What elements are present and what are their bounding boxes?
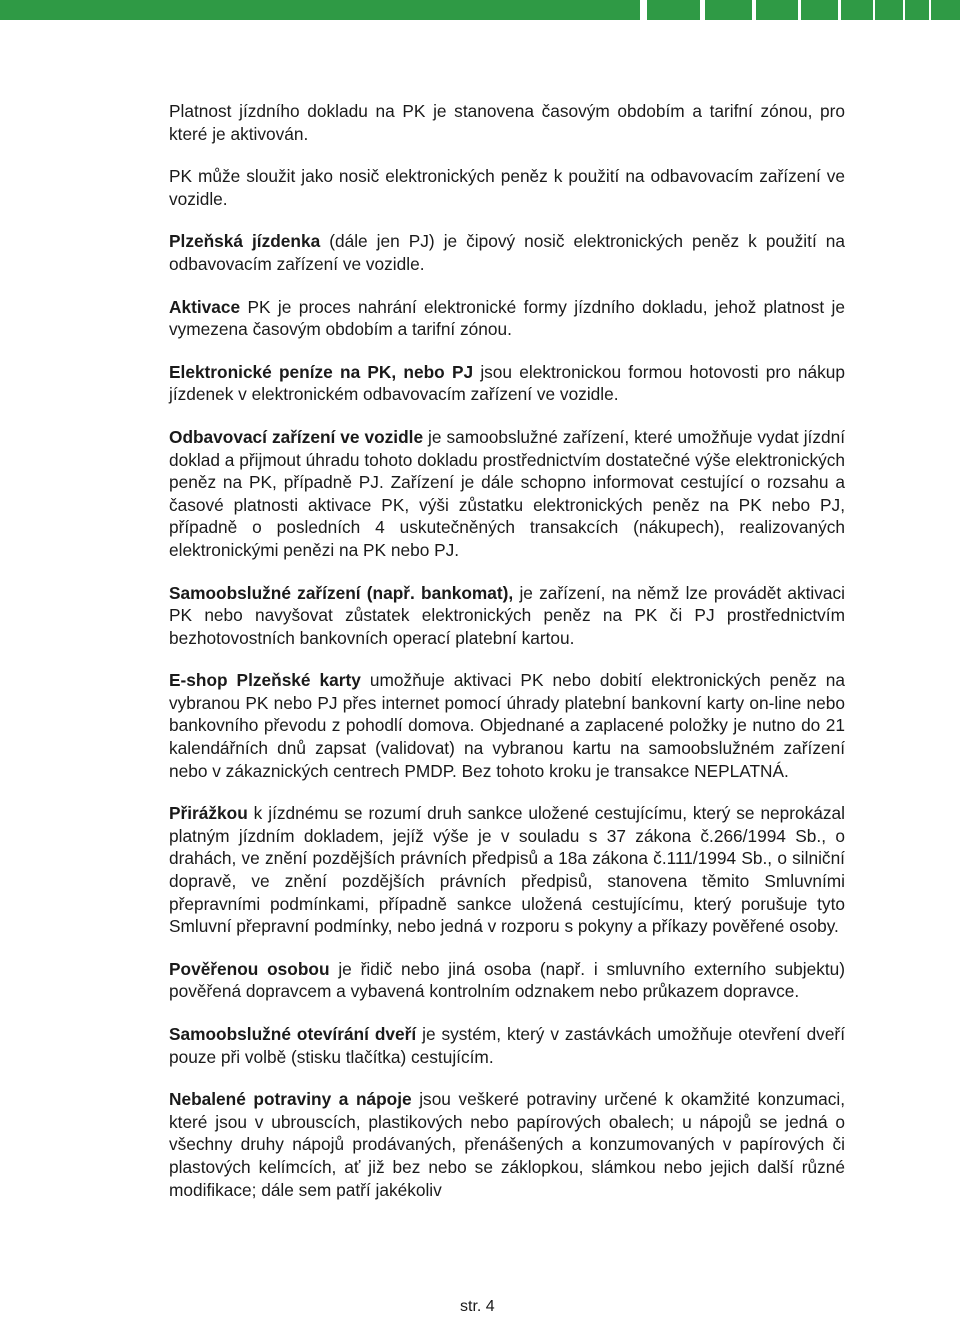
term: Elektronické peníze na PK, nebo PJ	[169, 361, 474, 382]
term: Pověřenou osobou	[169, 958, 330, 979]
header-decorative-bar	[0, 0, 960, 20]
paragraph	[169, 1023, 845, 1068]
paragraph-text: k jízdnému se rozumí druh sankce uložené cestujícímu, který se neprokázal platným jízdním dokladem, jejíž výše je v souladu s 37 zákona č.266/1994 Sb., o drahách, ve znění pozdějších právních předpisů a 18a zákona č.111/1994 Sb., o silniční dopravě, ve znění pozdějších právních předpisů, stanovena těmito Smluvními přepravními podmínkami, případně sankce uložená cestujícímu, který porušuje tyto Smluvní přepravní podmínky, nebo jedná v rozporu s pokyny a příkazy pověřené osoby.	[169, 803, 845, 937]
paragraph-text: PK je proces nahrání elektronické formy jízdního dokladu, jehož platnost je vymezena časovým obdobím a tarifní zónou.	[169, 296, 845, 340]
term: Nebalené potraviny a nápoje	[169, 1089, 412, 1110]
paragraph-text: je systém, který v zastávkách umožňuje otevření dveří pouze při volbě (stisku tlačítka) cestujícím.	[169, 1024, 845, 1067]
header-stripe	[640, 0, 647, 20]
page-number: str. 4	[460, 1298, 495, 1315]
term: Přirážkou	[169, 803, 248, 824]
paragraph-text: (dále jen PJ) je čipový nosič elektronických peněz k použití na odbavovacím zařízení ve vozidle.	[169, 231, 845, 274]
term: Samoobslužné zařízení (např. bankomat),	[169, 582, 514, 603]
header-stripe	[752, 0, 756, 20]
paragraph	[169, 802, 845, 938]
paragraph	[169, 296, 845, 341]
term: E-shop Plzeňské karty	[169, 670, 361, 691]
paragraph	[169, 669, 845, 782]
paragraph	[169, 1088, 845, 1201]
header-stripe	[903, 0, 905, 20]
header-stripe	[838, 0, 841, 20]
document-body	[169, 100, 845, 1221]
paragraph	[169, 426, 845, 562]
paragraph-text: umožňuje aktivaci PK nebo dobití elektronických peněz na vybranou PK nebo PJ přes internet pomocí úhrady platební bankovní karty on-line nebo bankovního převodu z pohodlí domova. Objednané a zaplacené položky je nutno do 21 kalendářních dnů zapsat (validovat) na vybranou kartu na samoobslužném zařízení nebo v zákaznických centrech PMDP. Bez tohoto kroku je transakce NEPLATNÁ.	[169, 670, 845, 781]
paragraph	[169, 230, 845, 275]
header-stripe	[929, 0, 931, 20]
header-stripe	[700, 0, 705, 20]
paragraph-text: jsou elektronickou formou hotovosti pro nákup jízdenek v elektronickém odbavovacím zařízení ve vozidle.	[169, 361, 845, 405]
paragraph	[169, 165, 845, 210]
paragraph-text: je zařízení, na němž lze provádět aktivaci PK nebo navyšovat zůstatek elektronických peněz na PK či PJ prostřednictvím bezhotovostních bankovních operací platební kartou.	[169, 582, 846, 648]
header-stripe	[873, 0, 875, 20]
paragraph	[169, 958, 845, 1003]
term: Samoobslužné otevírání dveří	[169, 1024, 417, 1044]
term: Aktivace	[169, 296, 241, 317]
term: Plzeňská jízdenka	[169, 231, 321, 252]
paragraph-text: je řidič nebo jiná osoba (např. i smluvního externího subjektu) pověřená dopravcem a vybavená kontrolním odznakem nebo průkazem dopravce.	[169, 958, 845, 1002]
paragraph-text: je samoobslužné zařízení, které umožňuje vydat jízdní doklad a přijmout úhradu tohoto dokladu prostřednictvím dostatečné výše elektronických peněz na PK, případně PJ. Zařízení je dále schopno informovat cestující o rozsahu a časové platnosti aktivace PK, výši zůstatku elektronických peněz na PK nebo PJ, případně o posledních 4 uskutečněných transakcích (nákupech), realizovaných elektronickými penězi na PK nebo PJ.	[169, 426, 845, 560]
paragraph-text: Platnost jízdního dokladu na PK je stanovena časovým obdobím a tarifní zónou, pro které je aktivován.	[169, 101, 845, 144]
paragraph-text: PK může sloužit jako nosič elektronických peněz k použití na odbavovacím zařízení ve vozidle.	[169, 166, 845, 209]
header-stripe	[798, 0, 801, 20]
paragraph	[169, 582, 845, 650]
paragraph-text: jsou veškeré potraviny určené k okamžité konzumaci, které jsou v ubrouscích, plastikových nebo papírových obalech; u nápojů se jedná o všechny druhy nápojů prodávaných, přenášených a konzumovaných v papírových či plastových kelímcích, ať již bez nebo se záklopkou, slámkou nebo jejich další různé modifikace; dále sem patří jakékoliv	[169, 1089, 845, 1200]
term: Odbavovací zařízení ve vozidle	[169, 426, 424, 447]
paragraph	[169, 361, 845, 406]
paragraph	[169, 100, 845, 145]
